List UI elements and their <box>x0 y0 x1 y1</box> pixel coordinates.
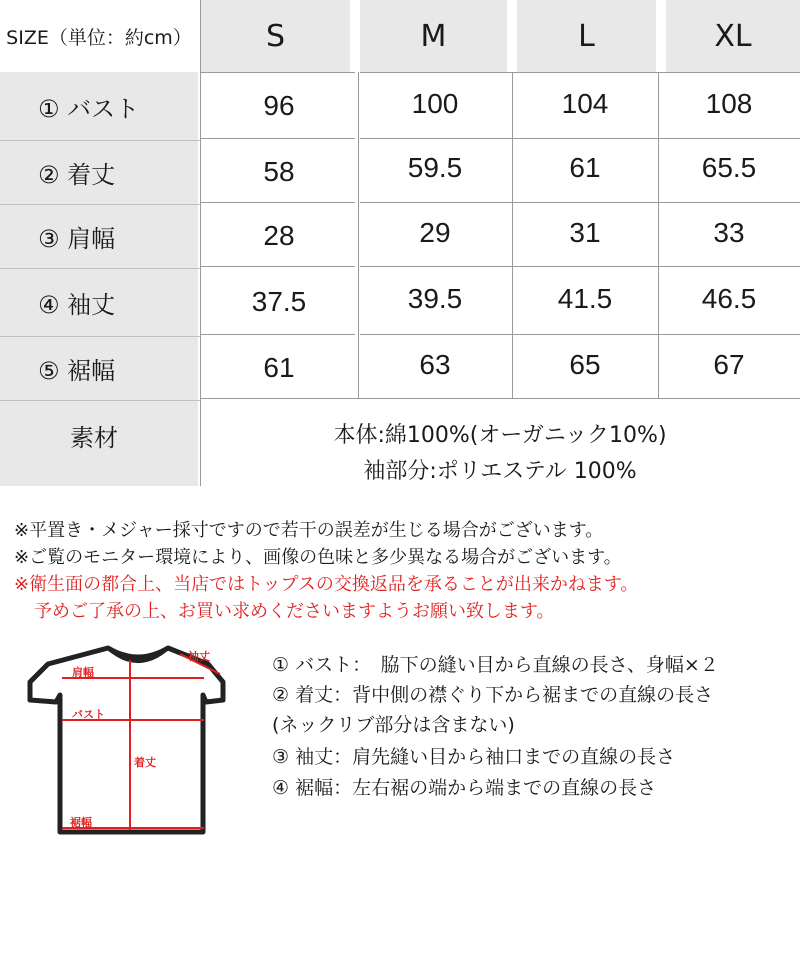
value-length-s: 58 <box>263 156 295 187</box>
material-line-sleeve: 袖部分:ポリエステル 100% <box>363 459 637 484</box>
grid-gap <box>512 0 517 72</box>
size-header-l: L <box>517 0 656 72</box>
diagram-label-shoulder: 肩幅 <box>72 666 94 679</box>
note-no-returns: ※衛生面の都合上、当店ではトップスの交換返品を承ることが出来かねます。 <box>14 574 639 595</box>
row-label-shoulder: ③ 肩幅 <box>0 204 198 268</box>
grid-line <box>200 72 800 73</box>
diagram-label-sleeve: 袖丈 <box>188 650 210 663</box>
value-hem-s: 61 <box>263 352 295 383</box>
grid-line <box>0 268 200 269</box>
grid-line <box>512 72 513 398</box>
value-sleeve-l: 41.5 <box>557 283 613 314</box>
row-label-hem: ⑤ 裾幅 <box>0 336 198 400</box>
desc-sleeve: ③ 袖丈：肩先縫い目から袖口までの直線の長さ <box>272 746 676 768</box>
grid-line <box>200 202 800 203</box>
desc-bust: ① バスト： 脇下の縫い目から直線の長さ、身幅×２ <box>272 654 719 676</box>
row-label-bust: ① バスト <box>0 72 198 140</box>
value-length-xl: 65.5 <box>701 152 757 183</box>
grid-line <box>0 336 200 337</box>
desc-length: ② 着丈：背中側の襟ぐり下から裾までの直線の長さ <box>272 684 714 706</box>
size-header-xl: XL <box>666 0 800 72</box>
note-measurement: ※平置き・メジャー採寸ですので若干の誤差が生じる場合がございます。 <box>14 520 604 541</box>
desc-length-note: (ネックリブ部分は含まない) <box>272 714 515 736</box>
size-header-m: M <box>360 0 507 72</box>
row-label-length: ② 着丈 <box>0 140 198 204</box>
grid-line <box>200 138 800 139</box>
size-header-s: S <box>201 0 350 72</box>
value-hem-m: 63 <box>419 349 451 380</box>
value-bust-m: 100 <box>411 88 459 119</box>
grid-line <box>0 140 200 141</box>
material-line-body: 本体:綿100%(オーガニック10%) <box>333 423 667 448</box>
value-sleeve-xl: 46.5 <box>701 283 757 314</box>
grid-gap <box>656 0 666 72</box>
value-bust-xl: 108 <box>705 88 753 119</box>
grid-line <box>200 266 800 267</box>
value-shoulder-xl: 33 <box>713 217 745 248</box>
value-sleeve-m: 39.5 <box>407 283 463 314</box>
size-unit-label: SIZE（単位：約cm） <box>6 26 192 49</box>
note-acknowledge: 予めご了承の上、お買い求めくださいますようお願い致します。 <box>34 601 555 622</box>
value-length-m: 59.5 <box>407 152 463 183</box>
desc-hem: ④ 裾幅：左右裾の端から端までの直線の長さ <box>272 777 657 799</box>
grid-line <box>0 400 200 401</box>
row-label-sleeve: ④ 袖丈 <box>0 268 198 336</box>
value-sleeve-s: 37.5 <box>251 286 307 317</box>
tshirt-outline-icon <box>18 640 258 850</box>
tshirt-diagram <box>18 640 258 850</box>
material-label: 素材 <box>0 400 198 486</box>
value-shoulder-m: 29 <box>419 217 451 248</box>
note-monitor: ※ご覧のモニター環境により、画像の色味と多少異なる場合がございます。 <box>14 547 622 568</box>
grid-line <box>358 72 359 398</box>
value-length-l: 61 <box>569 152 601 183</box>
diagram-label-length: 着丈 <box>134 756 156 769</box>
value-bust-l: 104 <box>561 88 609 119</box>
value-hem-xl: 67 <box>713 349 745 380</box>
grid-line <box>200 0 201 486</box>
grid-line <box>200 334 800 335</box>
grid-line <box>0 204 200 205</box>
grid-line <box>200 398 800 399</box>
value-hem-l: 65 <box>569 349 601 380</box>
value-shoulder-l: 31 <box>569 217 601 248</box>
diagram-label-bust: バスト <box>72 708 105 721</box>
value-shoulder-s: 28 <box>263 220 295 251</box>
value-bust-s: 96 <box>263 90 295 121</box>
diagram-label-hem: 裾幅 <box>70 816 92 829</box>
grid-line <box>658 72 659 398</box>
